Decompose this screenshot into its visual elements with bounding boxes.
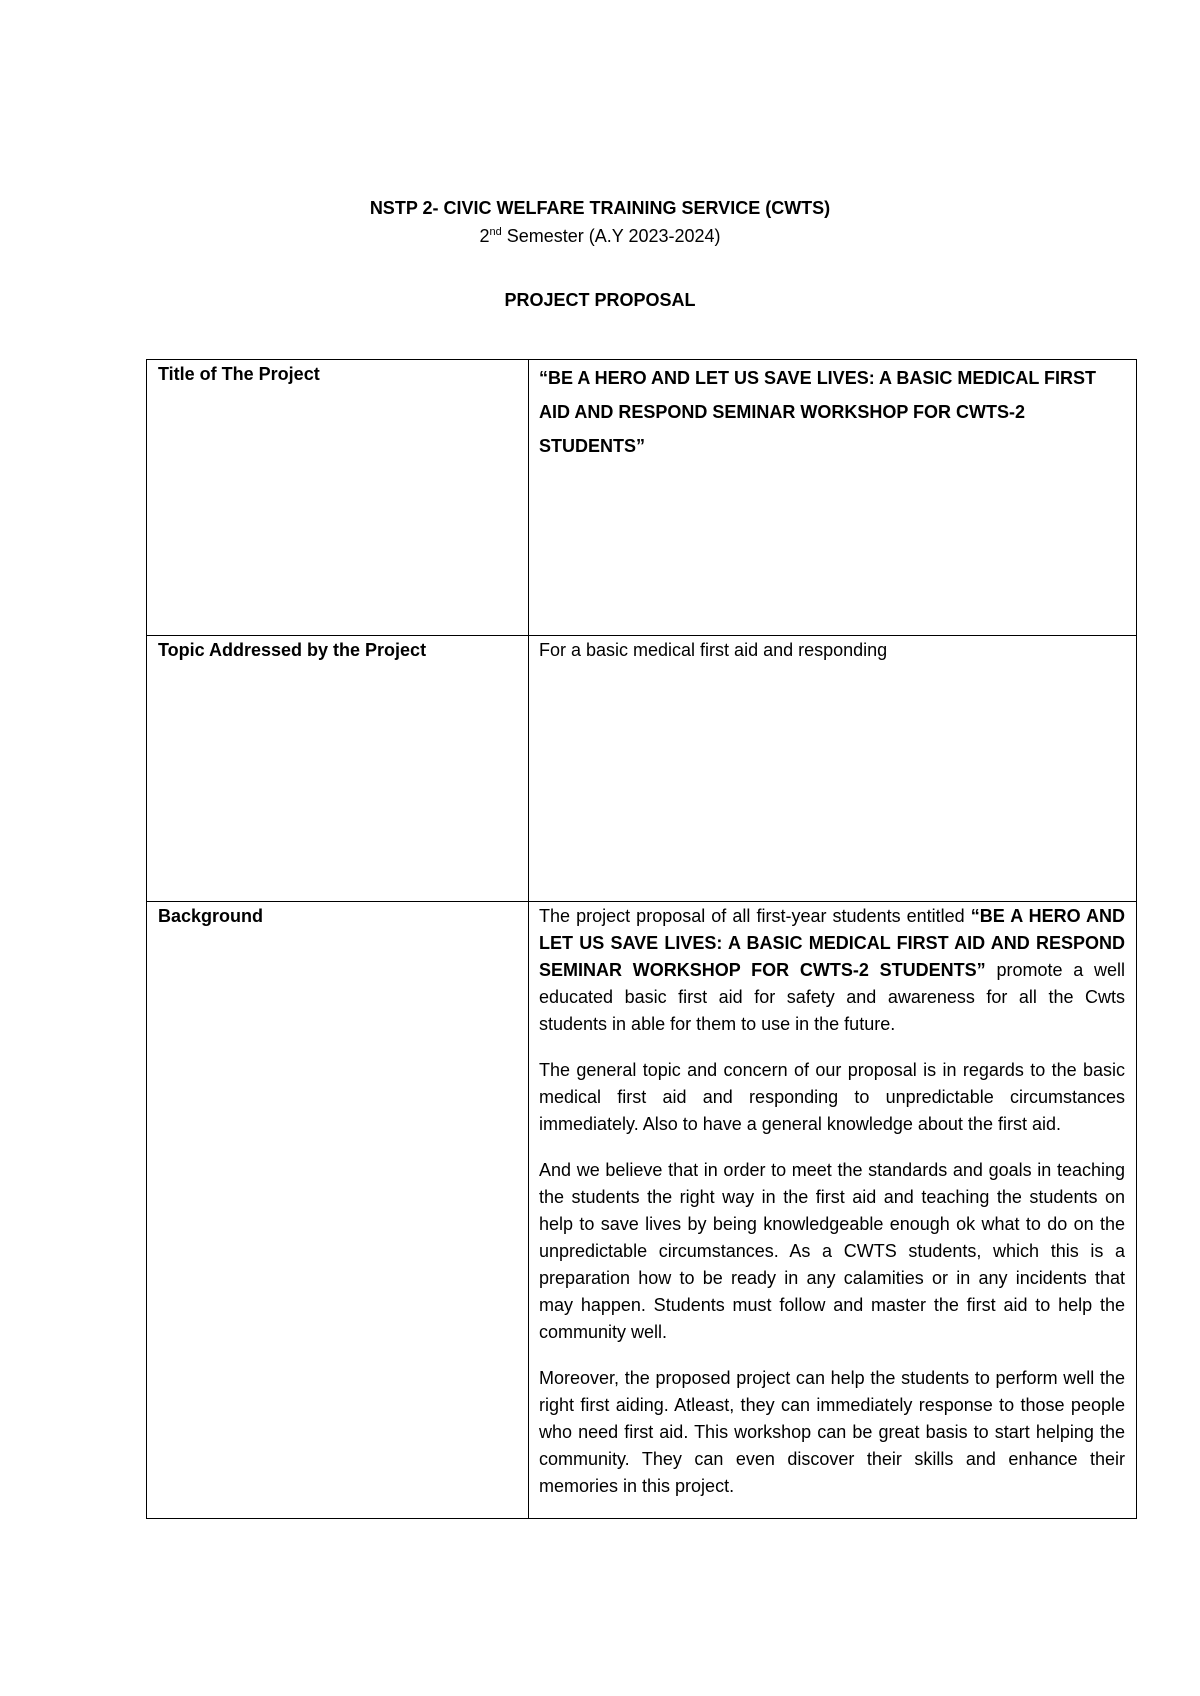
semester-text: Semester (A.Y 2023-2024): [501, 226, 721, 246]
background-row: [147, 902, 1137, 1519]
background-paragraph-1: [539, 903, 1125, 1038]
topic-label: Topic Addressed by the Project: [147, 636, 529, 902]
document-header: [0, 196, 1200, 248]
background-label: Background: [147, 902, 529, 1519]
background-paragraph-3: And we believe that in order to meet the standards and goals in teaching the students the right way in the first aid and teaching the students on help to save lives by being knowledgeable enough ok what to do on the unpredictable circumstances. As a CWTS students, which this is a preparation how to be ready in any calamities or in any incidents that may happen. Students must follow and master the first aid to help the community well.: [539, 1160, 1125, 1342]
title-row: [147, 360, 1137, 636]
title-value-cell: [529, 360, 1137, 636]
semester-number: 2: [479, 226, 490, 246]
background-paragraph-2: The general topic and concern of our proposal is in regards to the basic medical first aid and responding to unpredictable circumstances immediately. Also to have a general knowledge about the first aid.: [539, 1060, 1125, 1134]
proposal-heading: PROJECT PROPOSAL: [504, 290, 696, 310]
topic-value-cell: [529, 636, 1137, 902]
topic-row: [147, 636, 1137, 902]
proposal-table: [146, 359, 1137, 1519]
course-title: NSTP 2- CIVIC WELFARE TRAINING SERVICE (CWTS): [369, 198, 831, 218]
title-label: Title of The Project: [147, 360, 529, 636]
background-p1-rest: promote a well educated basic first aid for safety and awareness for all the Cwts students in able for them to use in the future.: [539, 960, 1125, 1034]
background-p1-intro: The project proposal of all first-year students entitled: [539, 906, 971, 926]
background-value-cell: [529, 902, 1137, 1519]
project-title: “BE A HERO AND LET US SAVE LIVES: A BASIC MEDICAL FIRST AID AND RESPOND SEMINAR WORKSHOP FOR CWTS-2 STUDENTS”: [539, 368, 1097, 456]
background-paragraph-4: Moreover, the proposed project can help the students to perform well the right first aiding. Atleast, they can immediately response to those people who need first aid. This workshop can be great basis to start helping the community. They can even discover their skills and enhance their memories in this project.: [539, 1368, 1125, 1496]
background-p1-title: “BE A HERO AND LET US SAVE LIVES: A BASIC MEDICAL FIRST AID AND RESPOND SEMINAR WORKSHOP FOR CWTS-2 STUDENTS”: [539, 906, 1125, 980]
semester-line: [0, 220, 1200, 248]
semester-ordinal-suffix: nd: [489, 226, 502, 238]
topic-value: For a basic medical first aid and responding: [539, 640, 888, 660]
